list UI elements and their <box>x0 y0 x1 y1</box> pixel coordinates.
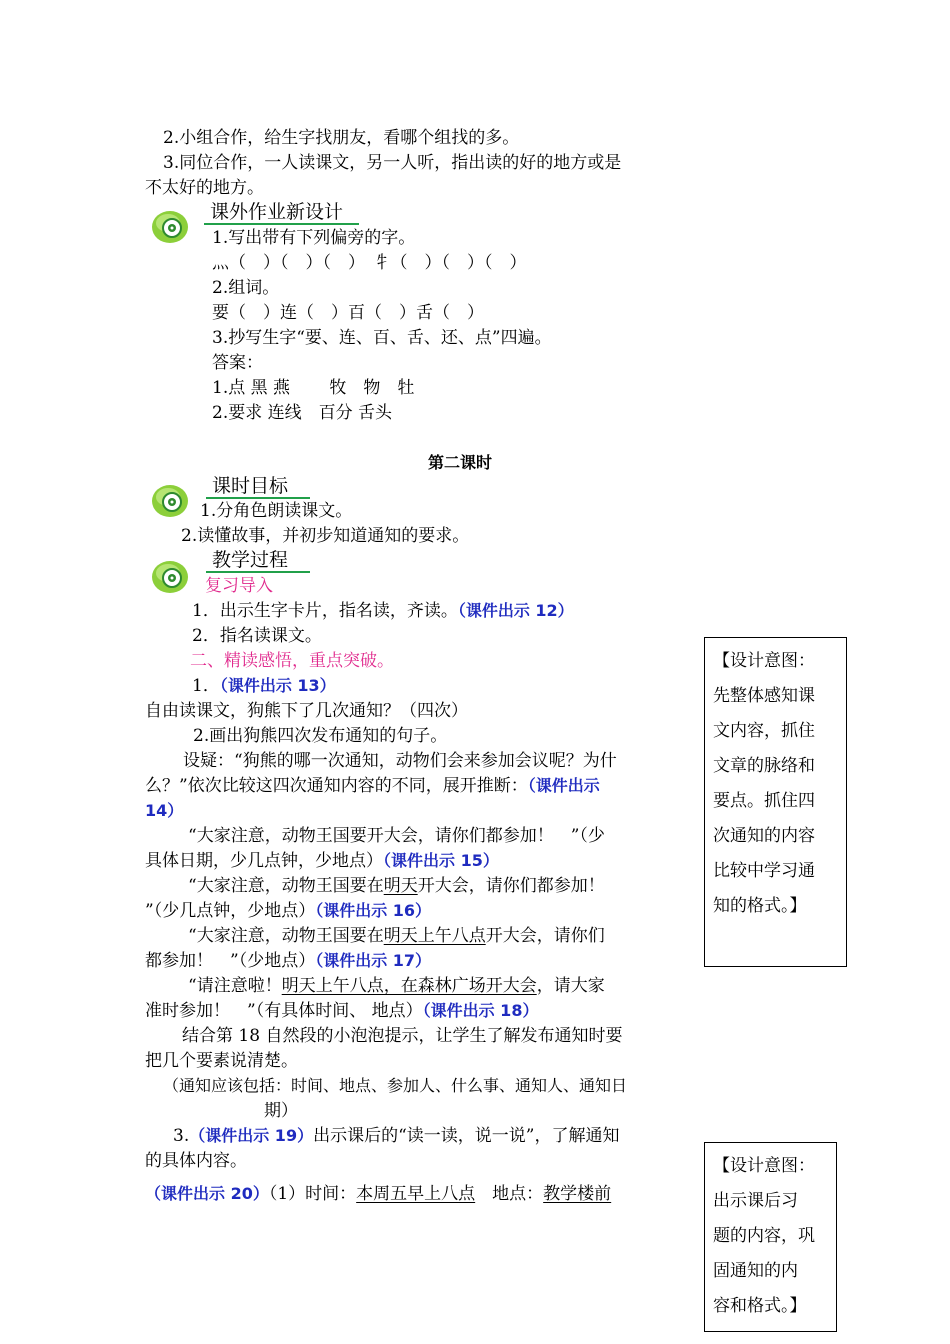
step: 2．指名读课文。 <box>192 626 322 646</box>
body-line: 的具体内容。 <box>145 1151 247 1171</box>
body-line <box>145 999 538 1023</box>
notice-quote <box>188 974 605 998</box>
box-line: 固通知的内 <box>713 1261 798 1281</box>
body-line: 2.小组合作，给生字找朋友，看哪个组找的多。 <box>163 128 520 148</box>
line-text: “大家注意，动物王国要在 <box>188 926 384 946</box>
title-underline <box>206 571 310 573</box>
body-line: 设疑：“狗熊的哪一次通知，动物们会来参加会议呢？为什 <box>183 751 617 771</box>
step <box>145 1182 611 1206</box>
section-title: 教学过程 <box>212 549 289 571</box>
box-line: 文内容，抓住 <box>713 721 815 741</box>
courseware-tag: （课件出示 13） <box>219 676 336 695</box>
body-line: （通知应该包括：时间、地点、参加人、什么事、通知人、通知日 <box>163 1076 628 1095</box>
title-underline <box>204 223 359 225</box>
line-text: “请注意啦！ <box>188 976 282 996</box>
box-line: 容和格式。】 <box>713 1296 807 1316</box>
line-text: 都参加！ ”（少地点） <box>145 951 316 971</box>
cd-icon <box>150 206 190 246</box>
body-line <box>145 899 431 923</box>
section-title: 课外作业新设计 <box>210 201 344 223</box>
subsection-title: 二、精读感悟，重点突破。 <box>190 651 394 671</box>
body-line: 自由读课文，狗熊下了几次通知？（四次） <box>145 701 468 721</box>
box-line: 出示课后习 <box>713 1191 798 1211</box>
design-intent-box <box>704 1142 837 1332</box>
goal: 2.读懂故事，并初步知道通知的要求。 <box>181 526 470 546</box>
line-text: 地点： <box>475 1184 544 1204</box>
underlined-text: 明天上午八点，在森林广场开大会 <box>281 976 537 996</box>
line-text: 出示课后的“读一读，说一说”，了解通知 <box>313 1126 620 1146</box>
line-text: 么？”依次比较这四次通知内容的不同，展开推断： <box>145 776 528 796</box>
line-text: ”（少几点钟，少地点） <box>145 901 316 921</box>
courseware-tag: （课件出示 16） <box>315 901 432 920</box>
courseware-tag: （课件出示 15） <box>383 851 499 870</box>
notice-quote <box>188 924 605 948</box>
body-line: 3.同位合作，一人读课文，另一人听，指出读的好的地方或是 <box>163 153 622 173</box>
underlined-text: 明天上午八点 <box>383 926 486 946</box>
question-row: 灬（ ）（ ）（ ） 牜（ ）（ ）（ ） <box>212 253 527 273</box>
question: 2.组词。 <box>212 278 280 298</box>
notice-quote: “大家注意，动物王国要开大会，请你们都参加！ ”（少 <box>188 826 605 846</box>
courseware-tag: （课件出示 12） <box>457 601 574 620</box>
line-text: 开大会，请你们都参加！ <box>417 876 605 896</box>
courseware-tag: （课件出示 20） <box>145 1184 269 1203</box>
design-intent-box <box>704 637 847 967</box>
box-line: 比较中学习通 <box>713 861 815 881</box>
cd-icon <box>150 556 190 596</box>
answer: 1.点 黑 燕 牧 物 牡 <box>212 378 415 398</box>
subsection-title: 复习导入 <box>205 576 273 596</box>
box-line: 题的内容，巩 <box>713 1226 815 1246</box>
body-line: 不太好的地方。 <box>145 178 264 198</box>
underlined-text: 明天 <box>383 876 418 896</box>
box-line: 知的格式。】 <box>713 896 807 916</box>
courseware-tag: （课件出示 17） <box>315 951 432 970</box>
line-text: 开大会，请你们 <box>485 926 605 946</box>
body-line <box>145 849 499 873</box>
box-line: 先整体感知课 <box>713 686 815 706</box>
box-line: 次通知的内容 <box>713 826 815 846</box>
body-line <box>145 774 600 798</box>
answer: 2.要求 连线 百分 舌头 <box>212 403 393 423</box>
box-line: 【设计意图： <box>713 651 815 671</box>
box-line: 【设计意图： <box>713 1156 815 1176</box>
step-text: 1．出示生字卡片，指名读，齐读。 <box>192 601 458 621</box>
courseware-tag: （课件出示 <box>527 776 600 795</box>
body-line: 期） <box>264 1101 298 1121</box>
cd-icon <box>150 480 190 520</box>
step: 2.画出狗熊四次发布通知的句子。 <box>193 726 448 746</box>
line-text: 具体日期，少几点钟，少地点） <box>145 851 383 871</box>
body-line: 把几个要素说清楚。 <box>145 1051 298 1071</box>
step-number: 1． <box>192 676 220 696</box>
courseware-tag: （课件出示 18） <box>422 1001 539 1020</box>
body-line <box>145 949 431 973</box>
question: 1.写出带有下列偏旁的字。 <box>212 228 416 248</box>
courseware-tag: （课件出示 19） <box>189 1126 314 1145</box>
step <box>192 674 336 698</box>
answer-label: 答案： <box>212 353 263 373</box>
line-text: ，请大家 <box>536 976 605 996</box>
courseware-tag: 14） <box>145 801 184 820</box>
box-line: 要点。抓住四 <box>713 791 815 811</box>
question: 3.抄写生字“要、连、百、舌、还、点”四遍。 <box>212 328 552 348</box>
line-text: （1）时间： <box>268 1184 357 1204</box>
underlined-text: 本周五早上八点 <box>356 1184 476 1204</box>
step-number: 3. <box>173 1126 190 1146</box>
box-line: 文章的脉络和 <box>713 756 815 776</box>
step <box>192 599 574 623</box>
goal: 1.分角色朗读课文。 <box>200 501 353 521</box>
lesson-title: 第二课时 <box>428 453 493 472</box>
body-line: 结合第 18 自然段的小泡泡提示，让学生了解发布通知时要 <box>182 1026 623 1046</box>
line-text: “大家注意，动物王国要在 <box>188 876 384 896</box>
notice-quote <box>188 874 605 898</box>
step <box>173 1124 619 1148</box>
section-title: 课时目标 <box>212 475 289 497</box>
line-text: 准时参加！ ”（有具体时间、 地点） <box>145 1001 423 1021</box>
question-row: 要（ ）连（ ）百（ ）舌（ ） <box>212 303 484 323</box>
underlined-text: 教学楼前 <box>543 1184 612 1204</box>
